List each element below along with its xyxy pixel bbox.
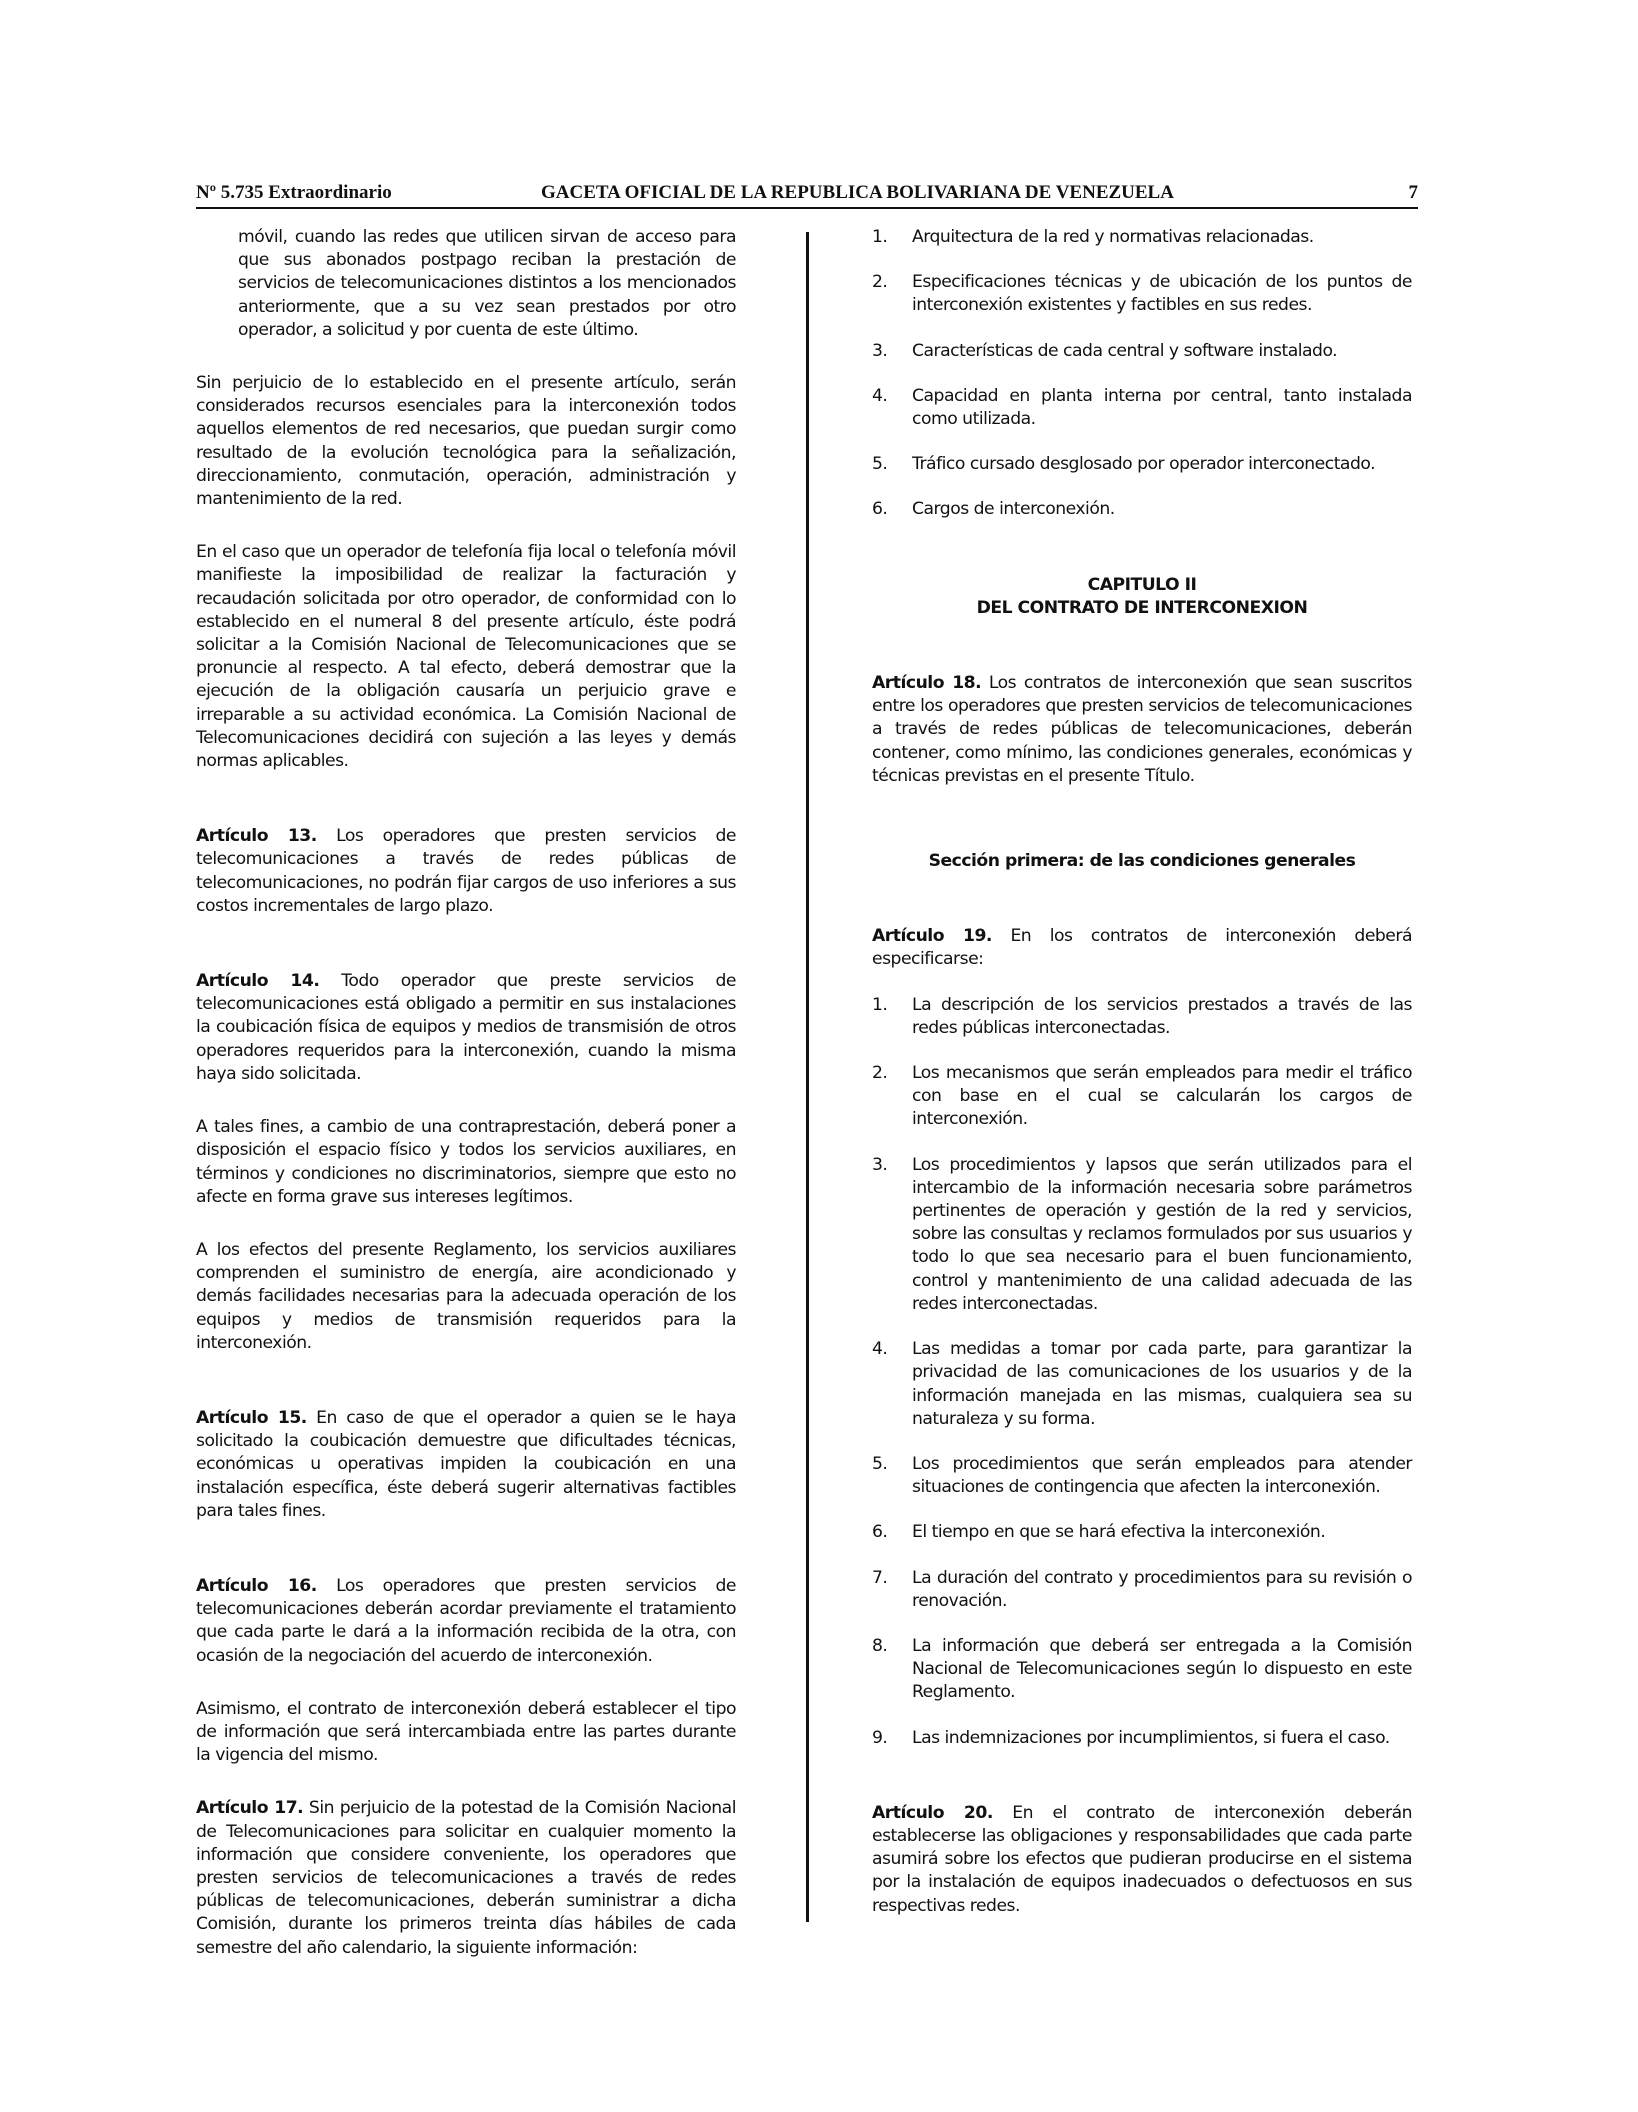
list-item: 4. Las medidas a tomar por cada parte, para garantizar la privacidad de las comunicaciones de los usuarios y de la información manejada en las mismas, cualquiera sea su naturaleza y su forma.: [872, 1339, 1412, 1429]
list-item: 1. La descripción de los servicios prestados a través de las redes públicas interconectadas.: [872, 994, 1412, 1038]
list-item: 8. La información que deberá ser entregada a la Comisión Nacional de Telecomunicaciones según lo dispuesto en este Reglamento.: [872, 1635, 1412, 1703]
chapter-title: CAPITULO II DEL CONTRATO DE INTERCONEXION: [976, 574, 1308, 618]
list-item: 3. Los procedimientos y lapsos que serán utilizados para el intercambio de la información necesaria sobre parámetros pertinentes de operación y gestión de la red y servicios, sobre las consultas y reclamos formulados por sus usuarios y todo lo que sea necesario para el buen funcionamiento, control y mantenimiento de una calidad adecuada de las redes interconectadas.: [872, 1154, 1412, 1314]
article-label: Artículo 14.: [196, 971, 320, 992]
column-divider: [806, 232, 809, 1922]
article-text: En el contrato de interconexión deberán establecerse las obligaciones y responsabilidades que cada parte asumirá sobre los efectos que pudieran producirse en el sistema por la instalación de equipos inadecuados o defectuosos en sus respectivas redes.: [872, 1802, 1412, 1916]
list-item: 3. Características de cada central y software instalado.: [872, 340, 1338, 361]
article-label: Artículo 19.: [872, 926, 992, 947]
article-label: Artículo 18.: [872, 673, 982, 694]
article-19-list: [872, 994, 1412, 1750]
article-label: Artículo 17.: [196, 1798, 304, 1819]
section-title: Sección primera: de las condiciones generales: [928, 851, 1356, 872]
article-16: [196, 1575, 736, 1668]
issue-number: Nº 5.735 Extraordinario: [196, 182, 392, 203]
list-item: 1. Arquitectura de la red y normativas relacionadas.: [872, 227, 1314, 247]
page-number: 7: [1408, 182, 1418, 203]
article-18: [872, 672, 1412, 788]
list-item: 5. Los procedimientos que serán empleados para atender situaciones de contingencia que afecten la interconexión.: [872, 1453, 1412, 1498]
article-20: [872, 1802, 1412, 1918]
intro-paragraph: móvil, cuando las redes que utilicen sirvan de acceso para que sus abonados postpago reciban la prestación de servicios de telecomunicaciones distintos a los mencionados anteriormente, que a su vez sean prestados por otro operador, a solicitud y por cuenta de este último.: [238, 227, 736, 340]
article-15: [196, 1407, 736, 1523]
article-label: Artículo 16.: [196, 1575, 317, 1596]
paragraph: Sin perjuicio de lo establecido en el presente artículo, serán considerados recursos esenciales para la interconexión todos aquellos elementos de red necesarios, que puedan surgir como resultado de la evolución tecnológica para la señalización, direccionamiento, conmutación, operación, administración y mantenimiento de la red.: [196, 373, 736, 510]
article-label: Artículo 13.: [196, 826, 317, 847]
list-item: 7. La duración del contrato y procedimientos para su revisión o renovación.: [872, 1567, 1412, 1611]
article-19: [872, 925, 1412, 971]
article-17-list: [872, 226, 1412, 522]
page-header: [196, 180, 1418, 210]
article-text: Sin perjuicio de la potestad de la Comisión Nacional de Telecomunicaciones para solicitar en cualquier momento la información que considere conveniente, los operadores que presten servicios de telecomunicaciones a través de redes públicas de telecomunicaciones, deberán suministrar a dicha Comisión, durante los primeros treinta días hábiles de cada semestre del año calendario, la siguiente información:: [196, 1798, 736, 1958]
right-column: [872, 226, 1412, 1918]
article-label: Artículo 15.: [196, 1407, 307, 1428]
article-text: En caso de que el operador a quien se le haya solicitado la coubicación demuestre que dificultades técnicas, económicas u operativas impiden la coubicación en una instalación específica, éste deberá sugerir alternativas factibles para tales fines.: [196, 1407, 736, 1521]
list-item: 6. Cargos de interconexión.: [872, 499, 1115, 520]
paragraph: A tales fines, a cambio de una contraprestación, deberá poner a disposición el espacio físico y todos los servicios auxiliares, en términos y condiciones no discriminatorios, siempre que esto no afecte en forma grave sus intereses legítimos.: [196, 1117, 736, 1207]
article-text: Los operadores que presten servicios de telecomunicaciones a través de redes públicas de telecomunicaciones, no podrán fijar cargos de uso inferiores a sus costos incrementales de largo plazo.: [196, 826, 736, 916]
article-label: Artículo 20.: [872, 1802, 993, 1823]
paragraph: A los efectos del presente Reglamento, los servicios auxiliares comprenden el suministro de energía, aire acondicionado y demás facilidades necesarias para la adecuada operación de los equipos y medios de transmisión requeridos para la interconexión.: [196, 1239, 736, 1353]
article-14: [196, 970, 736, 1086]
article-text: Todo operador que preste servicios de telecomunicaciones está obligado a permitir en sus instalaciones la coubicación física de equipos y medios de transmisión de otros operadores requeridos para la interconexión, cuando la misma haya sido solicitada.: [196, 971, 736, 1084]
list-item: 6. El tiempo en que se hará efectiva la interconexión.: [872, 1522, 1326, 1543]
list-item: 9. Las indemnizaciones por incumplimientos, si fuera el caso.: [872, 1727, 1390, 1748]
left-column: [196, 226, 736, 1960]
list-item: 2. Los mecanismos que serán empleados para medir el tráfico con base en el cual se calcularán los cargos de interconexión.: [872, 1063, 1412, 1130]
header-rule: [196, 207, 1418, 209]
article-text: Los contratos de interconexión que sean suscritos entre los operadores que presten servicios de telecomunicaciones a través de redes públicas de telecomunicaciones, deberán contener, como mínimo, las condiciones generales, económicas y técnicas previstas en el presente Título.: [872, 673, 1412, 786]
article-text: En los contratos de interconexión deberá especificarse:: [872, 926, 1412, 970]
gazette-title: GACETA OFICIAL DE LA REPUBLICA BOLIVARIANA DE VENEZUELA: [541, 182, 1174, 203]
paragraph: Asimismo, el contrato de interconexión deberá establecer el tipo de información que será intercambiada entre las partes durante la vigencia del mismo.: [196, 1698, 736, 1766]
paragraph: En el caso que un operador de telefonía fija local o telefonía móvil manifieste la imposibilidad de realizar la facturación y recaudación solicitada por otro operador, de conformidad con lo establecido en el numeral 8 del presente artículo, éste podrá solicitar a la Comisión Nacional de Telecomunicaciones que se pronuncie al respecto. A tal efecto, deberá demostrar que la ejecución de la obligación causaría un perjuicio grave e irreparable a su actividad económica. La Comisión Nacional de Telecomunicaciones decidirá con sujeción a las leyes y demás normas aplicables.: [196, 542, 736, 772]
list-item: 5. Tráfico cursado desglosado por operador interconectado.: [872, 454, 1376, 475]
article-17: [196, 1797, 736, 1959]
article-text: Los operadores que presten servicios de telecomunicaciones deberán acordar previamente el tratamiento que cada parte le dará a la información recibida de la otra, con ocasión de la negociación del acuerdo de interconexión.: [196, 1575, 736, 1666]
article-13: [196, 825, 736, 918]
list-item: 2. Especificaciones técnicas y de ubicación de los puntos de interconexión existentes y factibles en sus redes.: [872, 272, 1412, 316]
list-item: 4. Capacidad en planta interna por central, tanto instalada como utilizada.: [872, 385, 1412, 430]
